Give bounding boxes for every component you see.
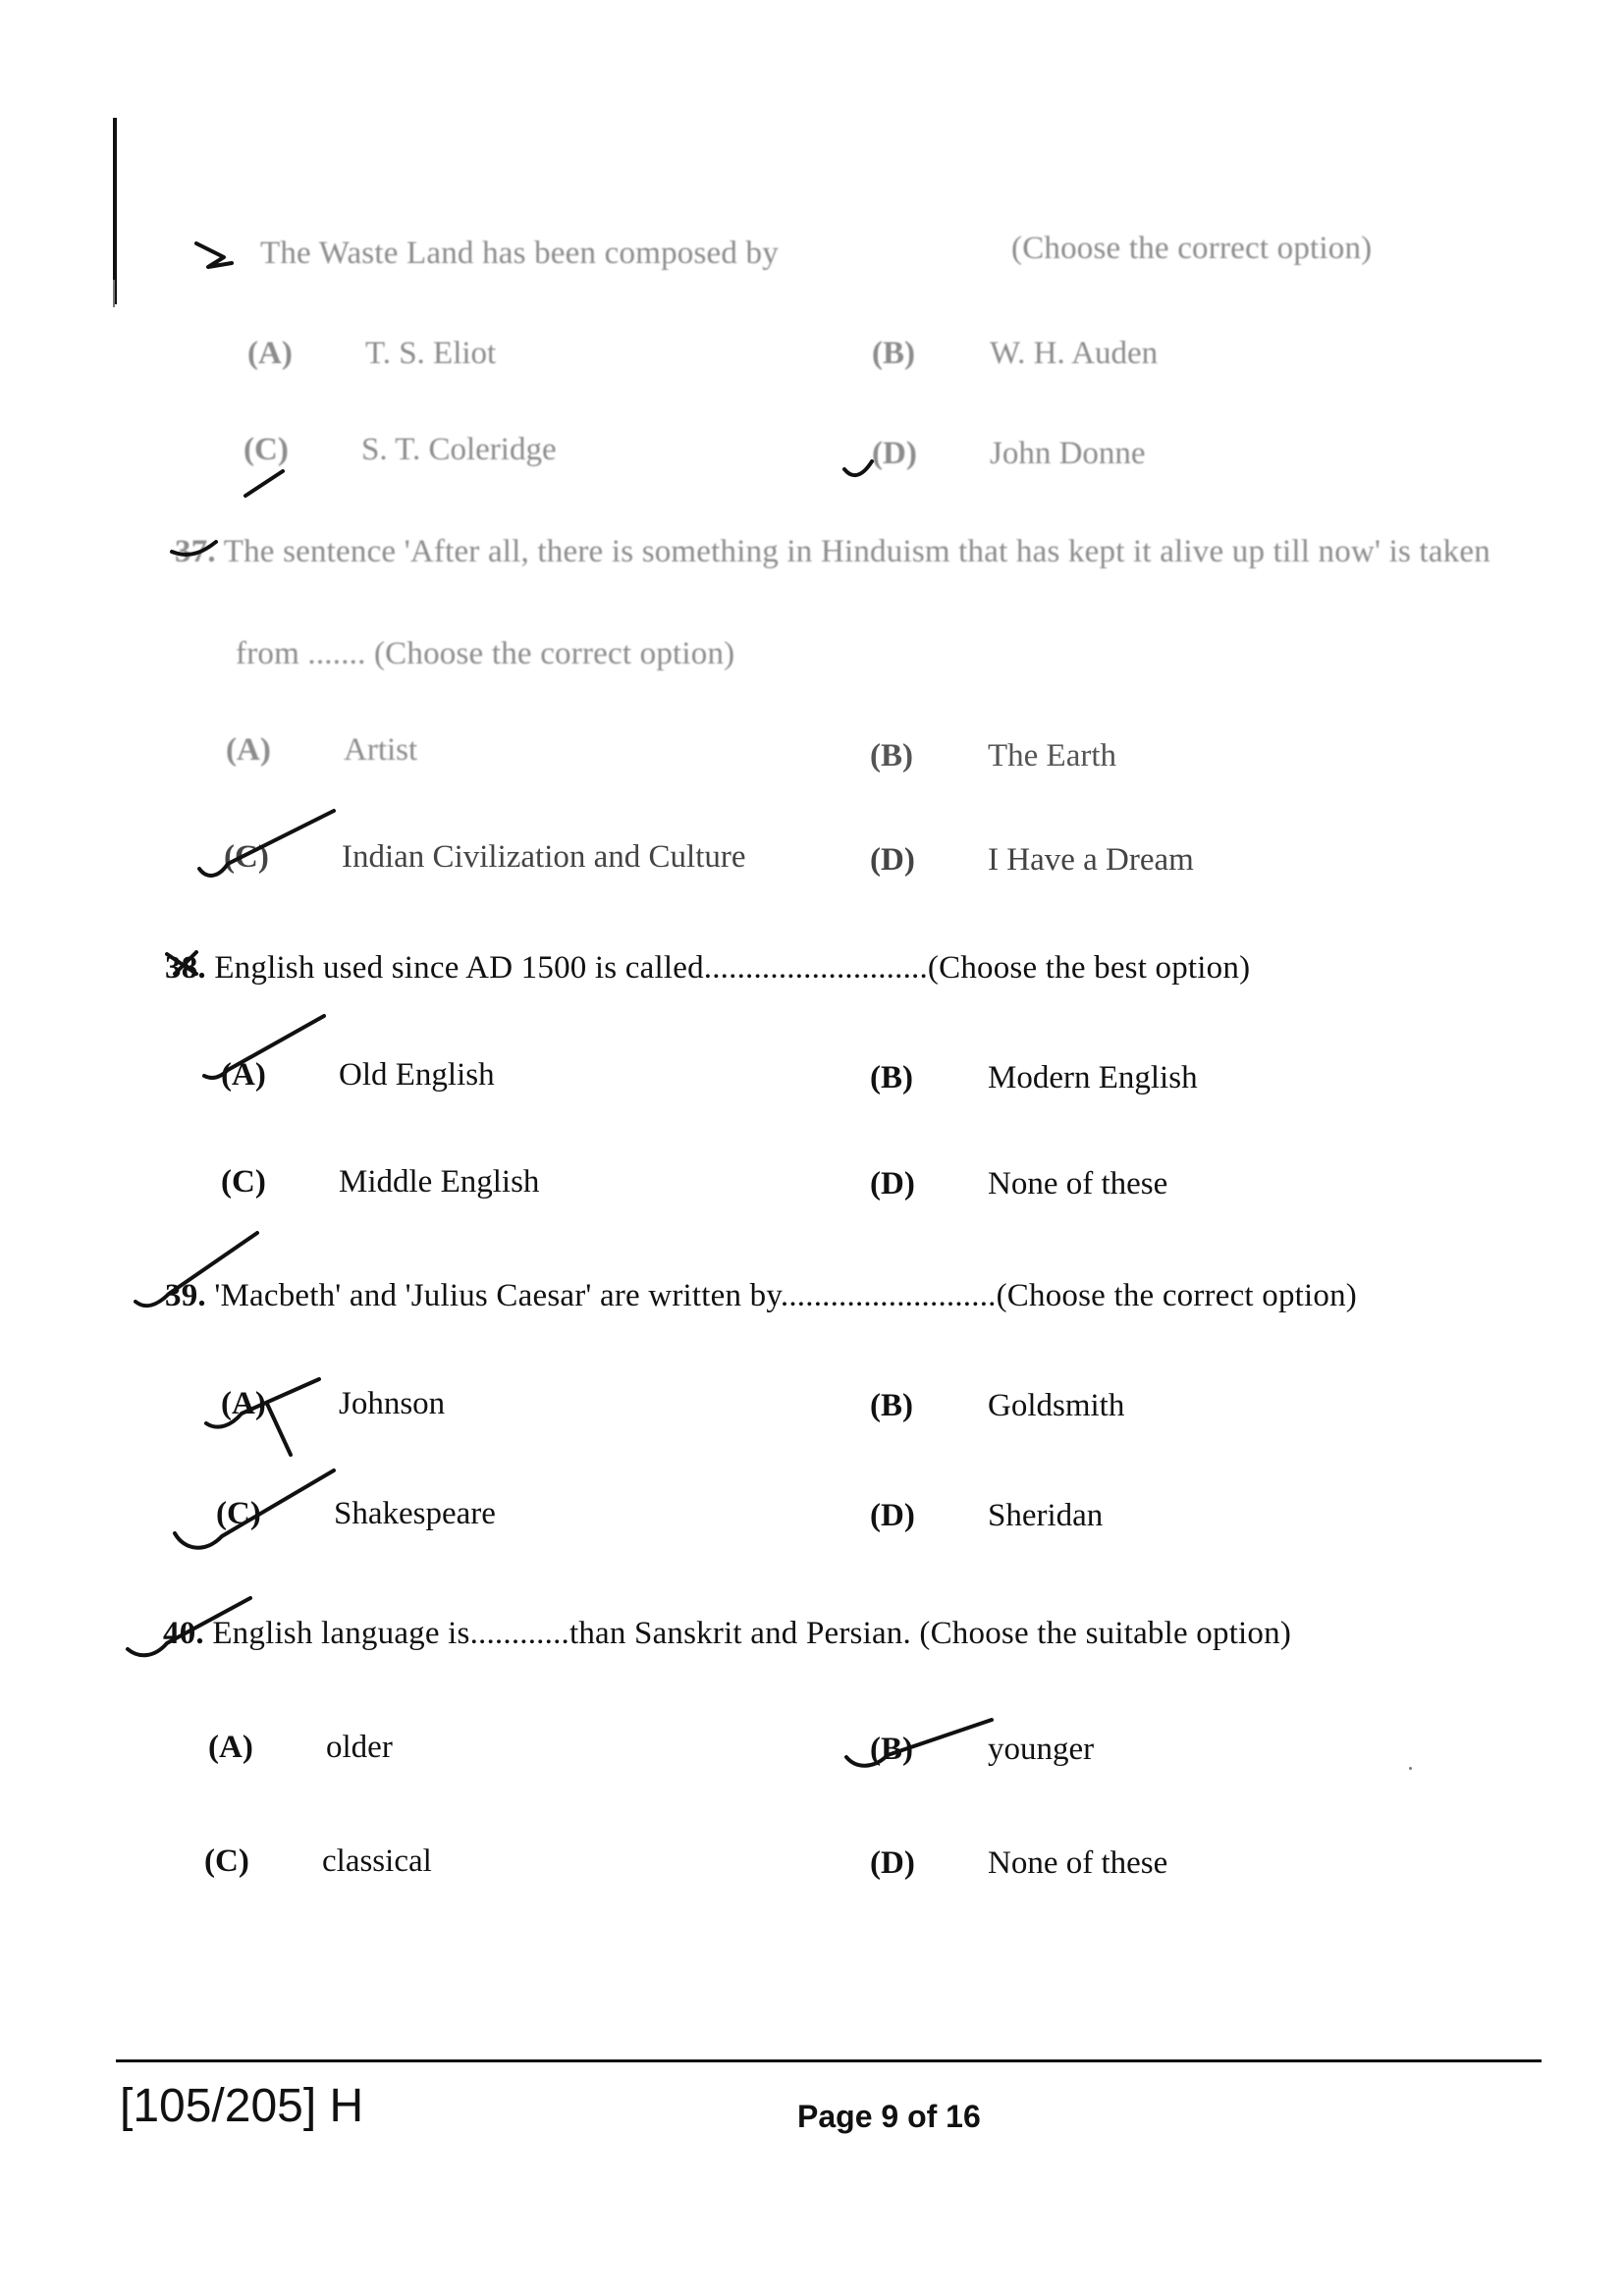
question-38-option-b: (B) Modern English bbox=[870, 1060, 1198, 1095]
q38-number-scribble bbox=[167, 952, 196, 974]
question-40-stem: 40. English language is............than Sanskrit and Persian. (Choose the suitable option) bbox=[163, 1616, 1292, 1651]
question-37-option-c: (C) Indian Civilization and Culture bbox=[224, 839, 746, 875]
question-38-option-d: (D) None of these bbox=[870, 1166, 1168, 1201]
q39-tick-c bbox=[175, 1470, 334, 1548]
question-40-option-c: (C) classical bbox=[204, 1843, 432, 1879]
q40-tick-b bbox=[846, 1720, 992, 1766]
question-37-stem-continued: from ....... (Choose the correct option) bbox=[236, 636, 735, 671]
q36-number-scribble bbox=[196, 243, 232, 267]
question-39-option-c: (C) Shakespeare bbox=[216, 1496, 496, 1531]
question-36-instruction: (Choose the correct option) bbox=[1011, 231, 1373, 266]
question-37-option-a: (A) Artist bbox=[226, 732, 418, 768]
q37-tick-c bbox=[199, 811, 334, 876]
question-37-option-b: (B) The Earth bbox=[870, 738, 1117, 774]
question-38-option-a: (A) Old English bbox=[221, 1057, 495, 1093]
question-36-option-c: (C) S. T. Coleridge bbox=[244, 432, 557, 467]
question-38-option-c: (C) Middle English bbox=[221, 1164, 540, 1200]
speck bbox=[1409, 1767, 1412, 1770]
question-36-stem: The Waste Land has been composed by bbox=[260, 236, 779, 271]
question-36-option-a: (A) T. S. Eliot bbox=[247, 336, 497, 371]
question-37-option-d: (D) I Have a Dream bbox=[870, 842, 1194, 878]
question-39-stem: 39. 'Macbeth' and 'Julius Caesar' are written by..........................(Choose the correct option) bbox=[165, 1278, 1357, 1313]
question-40-option-d: (D) None of these bbox=[870, 1845, 1168, 1881]
q37-number-scribble bbox=[172, 471, 283, 555]
footer-rule bbox=[116, 2059, 1542, 2062]
question-36-option-d: (D) John Donne bbox=[872, 436, 1146, 471]
question-36-option-b: (B) W. H. Auden bbox=[872, 336, 1159, 371]
q38-tick-a bbox=[204, 1016, 324, 1078]
q39-tick-number bbox=[135, 1233, 257, 1306]
q40-tick-number bbox=[128, 1598, 250, 1655]
q36-tick-d bbox=[844, 461, 872, 475]
page-number: Page 9 of 16 bbox=[797, 2099, 981, 2134]
question-39-option-d: (D) Sheridan bbox=[870, 1498, 1104, 1533]
question-39-option-a: (A) Johnson bbox=[221, 1386, 446, 1421]
question-39-option-b: (B) Goldsmith bbox=[870, 1388, 1125, 1423]
question-38-stem: 38. English used since AD 1500 is called...........................(Choose the best option) bbox=[165, 950, 1251, 986]
question-40-option-b: (B) younger bbox=[870, 1732, 1095, 1767]
q39-cross-a bbox=[206, 1379, 319, 1455]
question-37-stem: 37. The sentence 'After all, there is something in Hinduism that has kept it alive up till now' is taken bbox=[175, 534, 1490, 569]
paper-code: [105/205] H bbox=[120, 2080, 364, 2132]
question-40-option-a: (A) older bbox=[208, 1730, 393, 1765]
